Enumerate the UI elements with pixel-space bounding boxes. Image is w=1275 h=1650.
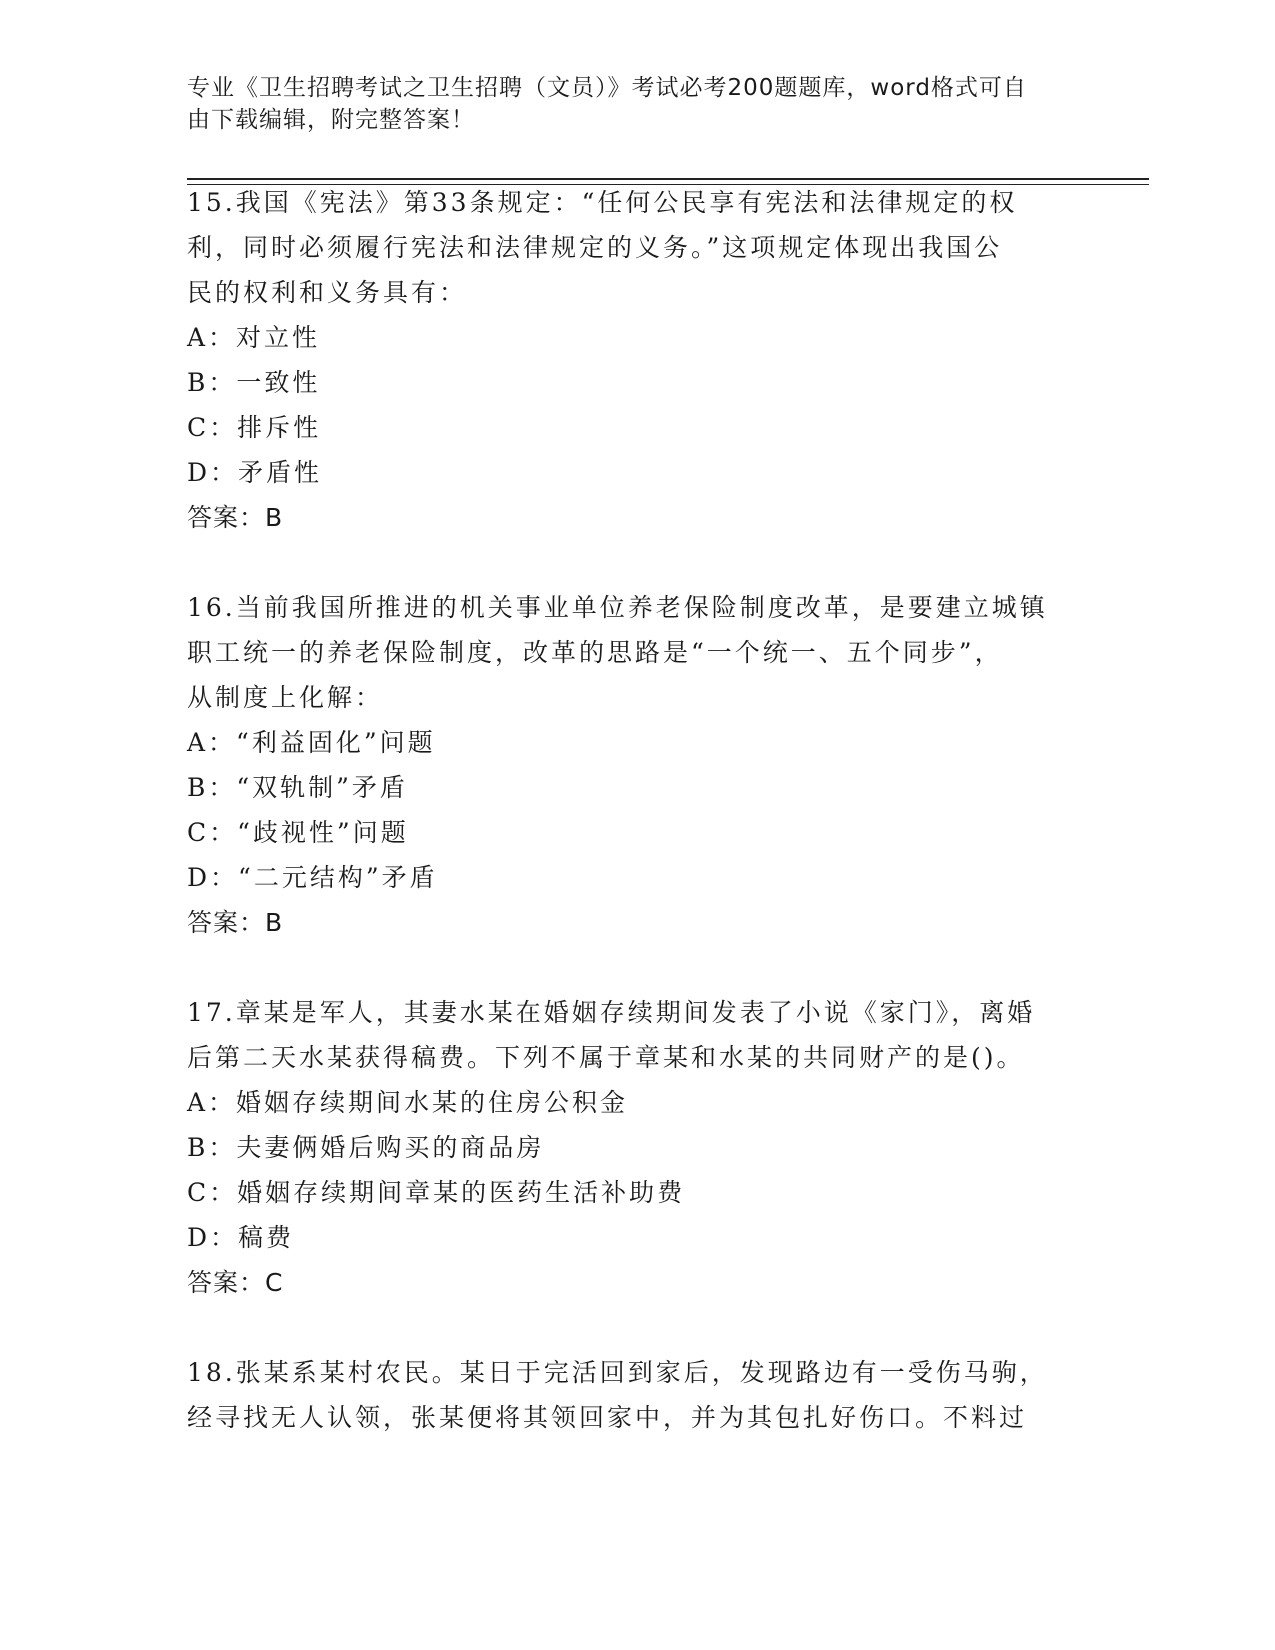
question-stem: 民的权利和义务具有： <box>187 278 468 307</box>
question-15 <box>187 180 1087 540</box>
answer: 答案：B <box>187 503 284 532</box>
option-a: A：对立性 <box>187 323 321 352</box>
question-16 <box>187 585 1087 945</box>
option-b: B：夫妻俩婚后购买的商品房 <box>187 1133 545 1162</box>
question-stem: 15.我国《宪法》第33条规定：“任何公民享有宪法和法律规定的权 <box>187 188 1018 217</box>
question-stem: 利，同时必须履行宪法和法律规定的义务。”这项规定体现出我国公 <box>187 233 1003 262</box>
question-18 <box>187 1350 1087 1440</box>
question-stem: 后第二天水某获得稿费。下列不属于章某和水某的共同财产的是()。 <box>187 1043 1025 1072</box>
option-c: C：婚姻存续期间章某的医药生活补助费 <box>187 1178 686 1207</box>
option-c: C：“歧视性”问题 <box>187 818 409 847</box>
option-d: D：稿费 <box>187 1223 295 1252</box>
option-b: B：“双轨制”矛盾 <box>187 773 408 802</box>
question-stem: 17.章某是军人，其妻水某在婚姻存续期间发表了小说《家门》，离婚 <box>187 998 1036 1027</box>
option-d: D：“二元结构”矛盾 <box>187 863 438 892</box>
question-stem: 18.张某系某村农民。某日于完活回到家后，发现路边有一受伤马驹， <box>187 1358 1048 1387</box>
option-a: A：婚姻存续期间水某的住房公积金 <box>187 1088 629 1117</box>
option-c: C：排斥性 <box>187 413 322 442</box>
header-line: 由下载编辑，附完整答案！ <box>187 107 475 133</box>
option-b: B：一致性 <box>187 368 321 397</box>
answer: 答案：C <box>187 1268 284 1297</box>
option-a: A：“利益固化”问题 <box>187 728 436 757</box>
question-stem: 16.当前我国所推进的机关事业单位养老保险制度改革，是要建立城镇 <box>187 593 1048 622</box>
document-header <box>187 72 1067 136</box>
question-stem: 从制度上化解： <box>187 683 384 712</box>
question-17 <box>187 990 1087 1305</box>
header-line: 专业《卫生招聘考试之卫生招聘（文员）》考试必考200题题库，word格式可自 <box>187 75 1027 101</box>
question-stem: 经寻找无人认领，张某便将其领回家中，并为其包扎好伤口。不料过 <box>187 1403 1028 1432</box>
option-d: D：矛盾性 <box>187 458 323 487</box>
answer: 答案：B <box>187 908 284 937</box>
question-stem: 职工统一的养老保险制度，改革的思路是“一个统一、五个同步”， <box>187 638 1003 667</box>
